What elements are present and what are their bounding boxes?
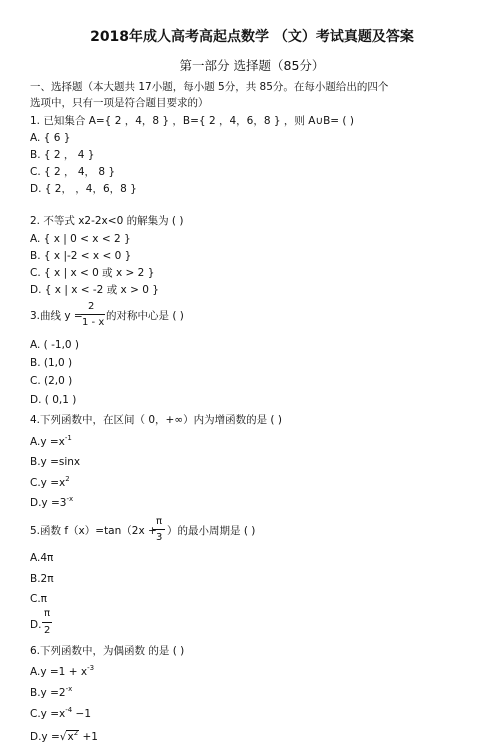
q6-option-b: $B.y =2^{-x}$ [30,685,73,699]
q1-stem: 1. 已知集合 A={ 2 ，4，8 } ，B={ 2 ，4，6，8 } ，则 A∪B= ( ) [30,115,354,127]
q1-option-b: B. { 2 ， 4 } [30,149,95,161]
q6-option-d: $D.y =√x^2 +1$ [30,729,98,743]
q5-option-d-fraction-bar [42,622,52,623]
q3-option-c: C. (2,0 ) [30,375,73,387]
q4-option-a: $A.y =x^{-1}$ [30,434,72,448]
q5-stem-prefix: 5.函数 f（x）=tan（2x + [30,525,157,537]
q6-option-a-exponent: -3 [87,664,95,672]
q3-stem-prefix: 3.曲线 y = [30,310,83,322]
q4-option-b: B.y =sinx [30,456,81,468]
q4-option-d: $D.y =3^{-x}$ [30,495,74,509]
q4-option-a-exponent: -1 [64,434,72,442]
q5-fraction-denominator: 3 [156,532,163,543]
q1-option-a: A. { 6 } [30,132,71,144]
square-root-sign: √ [59,731,67,743]
q5-option-d-denominator: 2 [44,625,51,636]
q3-option-a: A. ( -1,0 ) [30,339,80,351]
q6-option-a: $A.y =1 + x^{-3}$ [30,664,95,678]
q1-option-d: D. { 2， ，4，6，8 } [30,183,137,195]
q3-fraction-numerator: 2 [88,301,95,312]
q4-option-c-exponent: 2 [65,475,70,483]
page-title: 2018年成人高考高起点数学 （文）考试真题及答案 [90,29,414,45]
q4-stem: 4.下列函数中，在区间（ 0，+∞）内为增函数的是 ( ) [30,414,282,426]
q2-option-d: D. { x | x < -2 或 x > 0 } [30,284,159,296]
q2-option-a: A. { x | 0 < x < 2 } [30,233,131,245]
q3-fraction-denominator: 1 - x [82,317,105,328]
q6-option-c-exponent: -4 [65,706,73,714]
q3-option-d: D. ( 0,1 ) [30,394,77,406]
q3-fraction-bar [81,314,105,315]
q5-fraction-numerator: π [156,516,163,527]
section-heading: 第一部分 选择题（85分） [179,58,325,73]
radicand: $x^2$ [67,729,79,743]
q5-option-d: D. [30,619,42,631]
intro-line-1: 一、选择题（本大题共 17小题，每小题 5分，共 85分。在每小题给出的四个 [30,81,389,93]
q4-option-c: $C.y =x^2$ [30,475,70,489]
q1-option-c: C. { 2 ， 4， 8 } [30,166,116,178]
q6-stem: 6.下列函数中，为偶函数 的是 ( ) [30,645,185,657]
q2-option-b: B. { x |-2 < x < 0 } [30,250,132,262]
q6-option-b-exponent: -x [65,685,73,693]
q5-fraction-bar [153,529,165,530]
q2-option-c: C. { x | x < 0 或 x > 2 } [30,267,155,279]
q5-stem-suffix: ）的最小周期是 ( ) [167,525,256,537]
q6-option-c: $C.y =x^{-4} -1$ [30,706,92,720]
q3-stem-suffix: 的对称中心是 ( ) [106,310,184,322]
intro-line-2: 选项中，只有一项是符合题目要求的） [30,97,209,109]
q5-option-b: B.2π [30,573,54,585]
q5-option-a: A.4π [30,552,54,564]
q5-option-d-numerator: π [44,608,51,619]
q5-option-c: C.π [30,593,47,605]
q4-option-d-exponent: -x [66,495,74,503]
q3-option-b: B. (1,0 ) [30,357,73,369]
q2-stem: 2. 不等式 x2-2x<0 的解集为 ( ) [30,215,184,227]
